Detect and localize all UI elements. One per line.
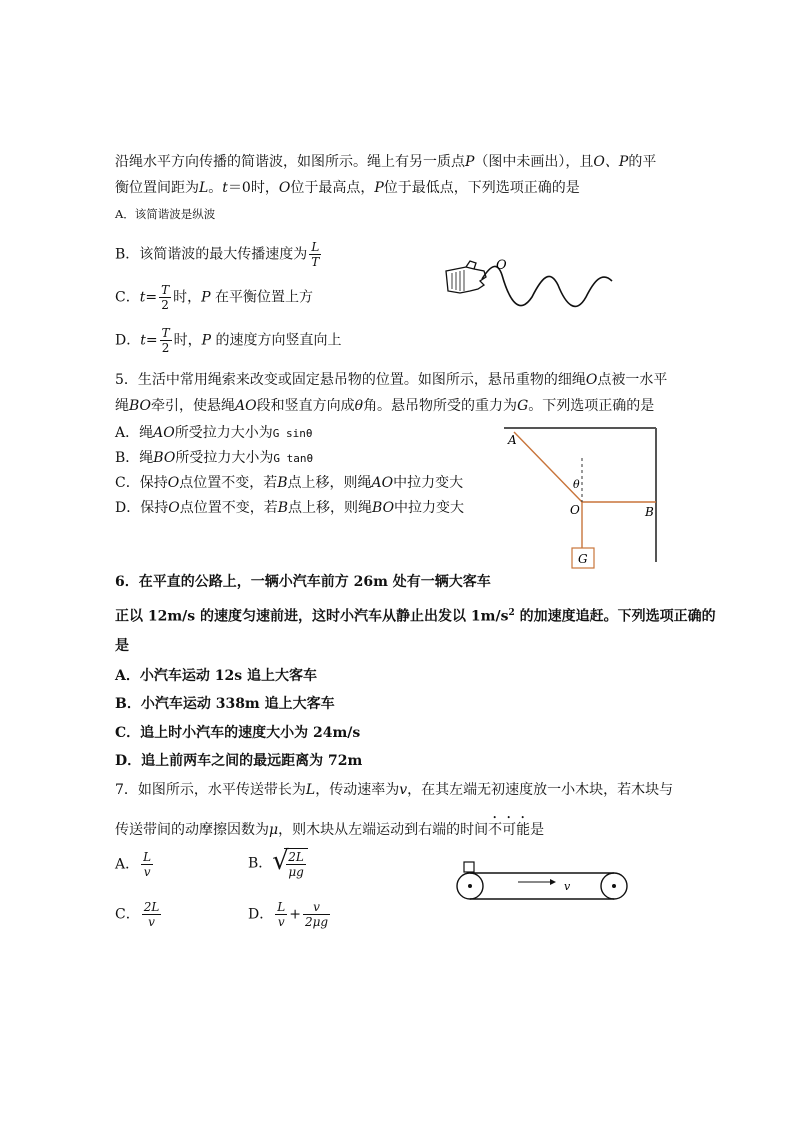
q7-stem-line2 bbox=[115, 814, 544, 840]
q5-option-d bbox=[115, 498, 464, 518]
fraction-numerator: T bbox=[161, 283, 170, 297]
q5-option-b-text: B．绳 bbox=[115, 450, 154, 466]
q5-option-d-text: D．保持 bbox=[115, 500, 169, 516]
label-o: O bbox=[570, 503, 580, 517]
fraction-denominator: 2μg bbox=[304, 915, 329, 929]
q4-intro-text: 的平 bbox=[628, 154, 657, 170]
fraction-denominator: v bbox=[277, 915, 285, 929]
q7-var-mu: μ bbox=[269, 822, 279, 838]
q4-var-P: P bbox=[465, 154, 475, 170]
label-g: G bbox=[578, 552, 588, 566]
right-pulley-axle bbox=[612, 884, 616, 888]
q7-option-c-fraction bbox=[142, 900, 162, 929]
q7-option-a-fraction bbox=[141, 850, 153, 879]
q4-option-a: A．该简谐波是纵波 bbox=[115, 207, 216, 221]
q5-option-a-value: G sinθ bbox=[272, 427, 313, 440]
q7-option-b-sqrt bbox=[272, 848, 308, 879]
q5-option-d-text: 点位置不变，若 bbox=[179, 500, 278, 516]
q4-var-t: t bbox=[140, 332, 146, 349]
q5-stem-line1 bbox=[115, 370, 667, 390]
fraction-denominator: μg bbox=[288, 865, 304, 879]
q5-option-c-text: 点上移，则绳 bbox=[287, 475, 372, 491]
q5-stem-text: 角。悬吊物所受的重力为 bbox=[363, 398, 518, 414]
q4-intro-line1 bbox=[115, 152, 656, 172]
q7-option-d bbox=[248, 900, 332, 929]
label-b: B bbox=[645, 505, 654, 519]
q4-intro-text: 。 bbox=[208, 180, 223, 196]
q7-option-d-label: D． bbox=[248, 906, 274, 923]
q7-option-c bbox=[115, 900, 163, 929]
q4-option-c-fraction bbox=[159, 283, 171, 312]
q4-var-t: t bbox=[139, 289, 146, 306]
q4-intro-text: 位于最高点， bbox=[290, 180, 375, 196]
label-v: v bbox=[564, 880, 571, 893]
left-pulley-axle bbox=[468, 884, 472, 888]
q7-stem-text: ，在其左端无初速度放一小木块，若木块与 bbox=[407, 782, 674, 798]
q4-var-P: P bbox=[201, 289, 211, 306]
q4-option-b-fraction bbox=[309, 240, 321, 269]
plus-sign: + bbox=[289, 906, 301, 923]
fraction-numerator: 2L bbox=[288, 850, 304, 864]
q4-intro-text: 衡位置间距为 bbox=[115, 180, 199, 196]
q5-var-B: B bbox=[277, 500, 289, 516]
arrowhead-icon bbox=[550, 879, 556, 885]
q5-var-O: O bbox=[167, 475, 180, 491]
q5-stem-line2 bbox=[115, 396, 654, 416]
q4-option-d-label: D． bbox=[115, 332, 141, 349]
q7-option-a bbox=[115, 850, 155, 879]
q7-option-b-fraction bbox=[286, 850, 306, 879]
q7-var-L: L bbox=[305, 782, 316, 798]
q5-var-AO: AO bbox=[235, 398, 257, 414]
sqrt-symbol-icon: √ bbox=[272, 846, 289, 876]
q7-emphasis-text: 不可能 bbox=[488, 822, 531, 838]
q4-option-c-label: C． bbox=[115, 289, 140, 306]
q5-var-O: O bbox=[168, 500, 180, 516]
q5-option-c-text: C．保持 bbox=[115, 475, 168, 491]
q4-var-OP: O、P bbox=[593, 154, 629, 170]
q5-option-d-text: 点上移，则绳 bbox=[288, 500, 373, 516]
q7-stem-text: ，则木块从左端运动到右端的时间 bbox=[278, 822, 489, 838]
q4-var-P: P bbox=[374, 180, 384, 196]
wooden-block bbox=[464, 862, 474, 872]
fraction-denominator: v bbox=[148, 915, 155, 929]
q5-var-theta: θ bbox=[354, 398, 364, 414]
q5-option-c bbox=[115, 473, 463, 493]
q4-var-O: O bbox=[278, 180, 291, 196]
q5-option-d-text: 中拉力变大 bbox=[394, 500, 465, 516]
rope-ao bbox=[514, 432, 582, 502]
q5-var-BO: BO bbox=[372, 500, 395, 516]
q6-stem-line3: 是 bbox=[115, 638, 129, 654]
q4-var-t: t bbox=[222, 180, 228, 196]
q7-option-d-fraction-2 bbox=[303, 900, 330, 929]
fraction-denominator: v bbox=[143, 865, 151, 879]
q5-stem-text: 点被一水平 bbox=[597, 372, 668, 388]
q7-option-b-label: B． bbox=[248, 855, 273, 872]
q5-var-BO: BO bbox=[153, 450, 176, 466]
wave-label-o: O bbox=[496, 258, 507, 273]
q5-stem-text: 。下列选项正确的是 bbox=[528, 398, 655, 414]
q4-var-L: L bbox=[199, 180, 209, 196]
fraction-numerator: T bbox=[161, 326, 170, 340]
q4-option-d bbox=[115, 326, 342, 355]
q4-option-c bbox=[115, 283, 313, 312]
fraction-numerator: L bbox=[143, 850, 152, 864]
q7-stem-text: 传送带间的动摩擦因数为 bbox=[115, 822, 269, 838]
q5-var-AO: AO bbox=[371, 475, 394, 491]
fraction-numerator: v bbox=[303, 900, 330, 915]
q6-option-c: C．追上时小汽车的速度大小为 24m/s bbox=[115, 725, 361, 741]
q6-option-a: A．小汽车运动 12s 追上大客车 bbox=[115, 668, 317, 684]
q6-option-d: D．追上前两车之间的最远距离为 72m bbox=[115, 753, 363, 769]
q5-stem-text: 牵引，使悬绳 bbox=[151, 398, 236, 414]
q7-option-b bbox=[248, 848, 308, 879]
q4-intro-text: （图中未画出），且 bbox=[474, 154, 594, 170]
equals-sign: = bbox=[145, 332, 158, 349]
q6-stem-line1: 6．在平直的公路上，一辆小汽车前方 26m 处有一辆大客车 bbox=[115, 574, 491, 590]
q5-option-a-text: A．绳 bbox=[115, 425, 154, 441]
q5-option-a-text: 所受拉力大小为 bbox=[174, 425, 273, 441]
fraction-denominator: 2 bbox=[161, 341, 170, 355]
q5-option-c-text: 中拉力变大 bbox=[393, 475, 464, 491]
q5-stem-text: 段和竖直方向成 bbox=[256, 398, 355, 414]
q4-option-d-fraction bbox=[160, 326, 172, 355]
q5-var-AO: AO bbox=[153, 425, 175, 441]
q5-stem-text: 5．生活中常用绳索来改变或固定悬吊物的位置。如图所示，悬吊重物的细绳 bbox=[115, 372, 586, 388]
equals-sign: = bbox=[145, 289, 158, 306]
q4-intro-text: ＝0时， bbox=[227, 180, 279, 196]
q7-stem-text: 是 bbox=[530, 822, 545, 838]
q7-stem-line1 bbox=[115, 780, 673, 800]
q4-var-P: P bbox=[201, 332, 212, 349]
q4-option-b-text: B．该简谐波的最大传播速度为 bbox=[115, 246, 308, 263]
q5-var-G: G bbox=[517, 398, 529, 414]
fraction-denominator: T bbox=[311, 255, 320, 269]
fraction-numerator: L bbox=[309, 240, 321, 255]
fraction-numerator: L bbox=[277, 900, 286, 914]
q5-var-B: B bbox=[277, 475, 288, 491]
rope-figure bbox=[500, 424, 665, 574]
q5-var-O: O bbox=[585, 372, 598, 388]
q4-option-c-text: 时， bbox=[173, 289, 202, 306]
q6-option-b: B．小汽车运动 338m 追上大客车 bbox=[115, 696, 335, 712]
wave-figure bbox=[440, 255, 620, 323]
fraction-denominator: 2 bbox=[161, 298, 169, 312]
q4-intro-text: 位于最低点，下列选项正确的是 bbox=[383, 180, 580, 196]
q4-intro-line2 bbox=[115, 178, 580, 198]
q6-stem-text: 的加速度追赶。下列选项正确的 bbox=[514, 608, 716, 625]
q5-stem-text: 绳 bbox=[115, 398, 129, 414]
hand-icon bbox=[446, 261, 486, 293]
q6-stem-line2 bbox=[115, 603, 716, 627]
q7-option-c-label: C． bbox=[115, 906, 140, 923]
q4-option-c-text: 在平衡位置上方 bbox=[210, 289, 313, 306]
q5-option-c-text: 点位置不变，若 bbox=[179, 475, 278, 491]
q4-intro-text: 沿绳水平方向传播的简谐波，如图所示。绳上有另一质点 bbox=[115, 154, 465, 170]
fraction-numerator: 2L bbox=[143, 900, 160, 914]
q5-option-a bbox=[115, 423, 312, 444]
q6-stem-text: 正以 12m/s 的速度匀速前进，这时小汽车从静止出发以 1m/s bbox=[115, 608, 509, 625]
q7-stem-text: 7．如图所示，水平传送带长为 bbox=[115, 782, 306, 798]
q5-option-b bbox=[115, 448, 313, 469]
q7-stem-text: ，传动速率为 bbox=[315, 782, 400, 798]
q7-option-d-fraction-1 bbox=[275, 900, 287, 929]
q7-option-a-label: A． bbox=[115, 856, 140, 873]
conveyor-figure bbox=[450, 858, 640, 908]
q4-option-b bbox=[115, 240, 323, 269]
q6-superscript: 2 bbox=[508, 608, 515, 618]
label-a: A bbox=[508, 433, 517, 447]
q5-option-b-text: 所受拉力大小为 bbox=[175, 450, 274, 466]
q7-var-v: v bbox=[399, 782, 408, 798]
q4-option-d-text: 的速度方向竖直向上 bbox=[211, 332, 342, 349]
label-theta: θ bbox=[573, 478, 580, 491]
q5-option-b-value: G tanθ bbox=[273, 452, 314, 465]
q4-option-d-text: 时， bbox=[173, 332, 202, 349]
q5-var-BO: BO bbox=[129, 398, 152, 414]
